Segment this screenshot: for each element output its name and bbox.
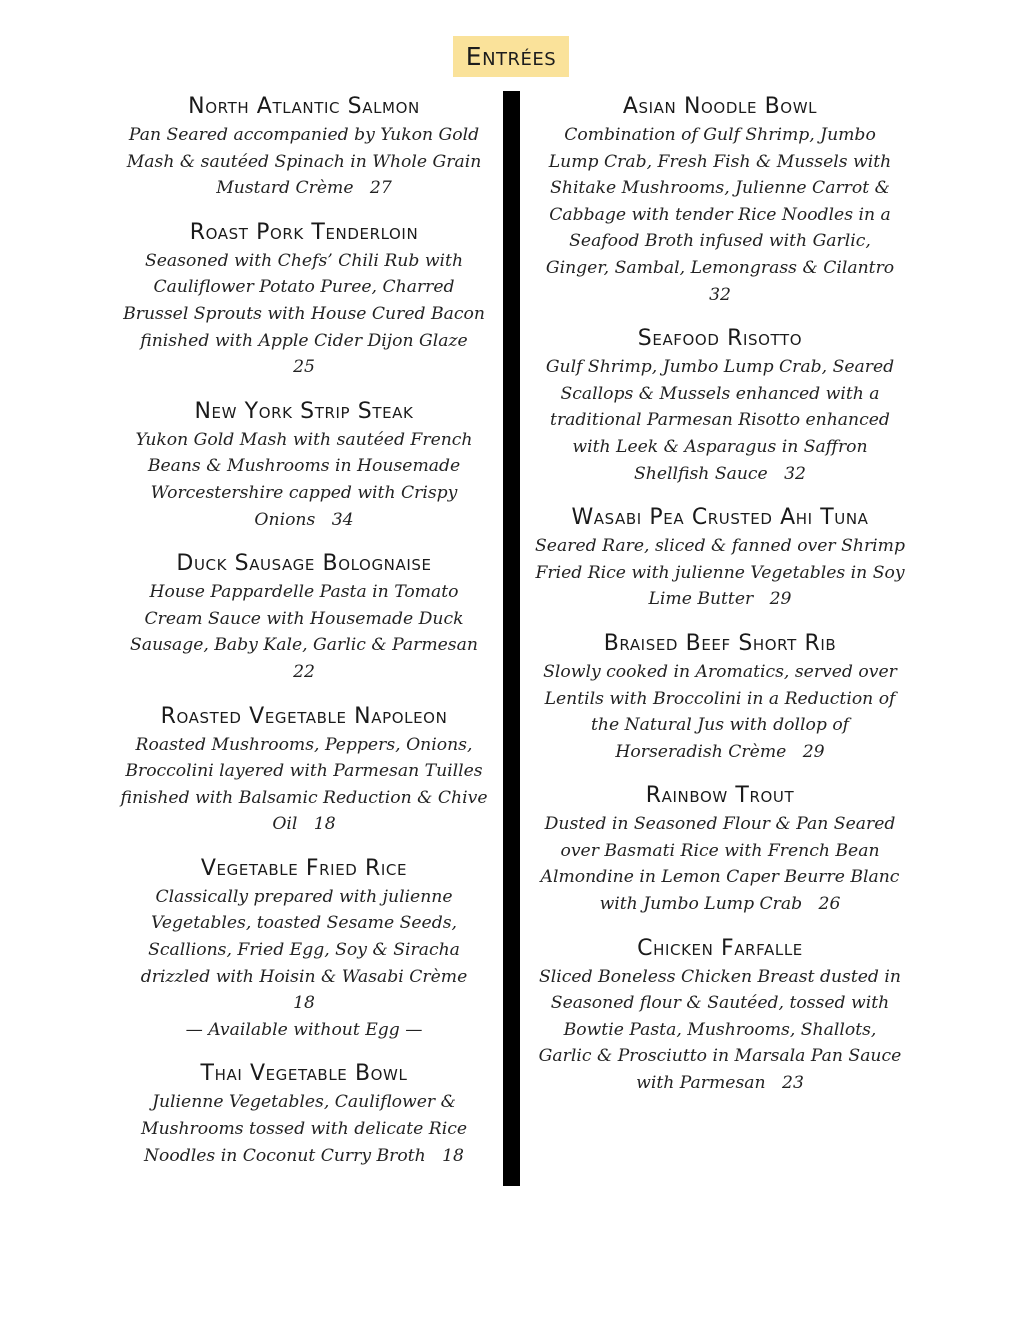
menu-item-description <box>118 1089 490 1169</box>
menu-item <box>534 629 906 765</box>
description-text: Gulf Shrimp, Jumbo Lump Crab, Seared <box>545 357 895 378</box>
description-text: Slowly cooked in Aromatics, served over <box>543 661 897 682</box>
description-text: finished with Apple Cider Dijon Glaze <box>140 330 468 351</box>
description-text: Classically prepared with julienne <box>155 886 453 907</box>
menu-item-name: Rainbow Trout <box>645 783 795 809</box>
description-line <box>534 381 906 408</box>
menu-item-description <box>118 427 490 533</box>
description-text: Vegetables, toasted Sesame Seeds, <box>151 913 457 934</box>
menu-item-name: Chicken Farfalle <box>637 935 803 961</box>
description-text: the Natural Jus with dollop of <box>590 715 850 736</box>
menu-item <box>118 218 490 381</box>
description-text: Brussel Sprouts with House Cured Bacon <box>123 303 485 324</box>
menu-item <box>118 1059 490 1169</box>
menu-item-price: 32 <box>784 463 806 484</box>
right-menu-column <box>534 92 906 1113</box>
description-line <box>534 891 906 918</box>
description-line <box>118 1089 490 1116</box>
menu-item <box>534 934 906 1097</box>
description-text: Almondine in Lemon Caper Beurre Blanc <box>540 867 900 888</box>
description-text: Cabbage with tender Rice Noodles in a <box>549 204 891 225</box>
description-text: Shitake Mushrooms, Julienne Carrot & <box>550 178 890 199</box>
menu-item-description <box>534 533 906 613</box>
description-text: Combination of Gulf Shrimp, Jumbo <box>564 125 876 145</box>
description-text: Lentils with Broccolini in a Reduction of <box>544 688 896 709</box>
menu-item-name: New York Strip Steak <box>194 398 414 424</box>
menu-item-description <box>534 659 906 765</box>
description-line <box>118 632 490 659</box>
menu-item-description <box>118 579 490 685</box>
section-title: Entrées <box>465 42 557 71</box>
description-text: traditional Parmesan Risotto enhanced <box>550 410 890 431</box>
description-line <box>118 248 490 275</box>
description-text: Shellfish Sauce <box>634 463 768 484</box>
menu-item <box>118 702 490 838</box>
description-line <box>118 301 490 328</box>
description-text: Yukon Gold Mash with sautéed French <box>135 429 473 450</box>
description-line <box>118 964 490 991</box>
menu-item <box>118 397 490 533</box>
description-line <box>118 606 490 633</box>
description-line <box>534 255 906 282</box>
description-line <box>118 910 490 937</box>
menu-item <box>534 92 906 308</box>
menu-item-name: Seafood Risotto <box>637 326 803 352</box>
description-text: House Pappardelle Pasta in Tomato <box>149 582 459 603</box>
menu-item-name: Vegetable Fried Rice <box>200 855 408 881</box>
menu-item-name: North Atlantic Salmon <box>188 94 420 119</box>
description-line <box>534 407 906 434</box>
description-line <box>534 990 906 1017</box>
description-line <box>534 1043 906 1070</box>
description-text: Broccolini layered with Parmesan Tuilles <box>125 761 483 782</box>
menu-item-description <box>534 811 906 917</box>
menu-item <box>534 503 906 613</box>
description-line <box>118 937 490 964</box>
menu-item-name: Braised Beef Short Rib <box>603 630 837 656</box>
menu-item <box>118 92 490 202</box>
menu-item-price: 26 <box>818 894 841 915</box>
menu-item <box>534 781 906 917</box>
description-line <box>118 758 490 785</box>
description-text: Horseradish Crème <box>615 741 787 762</box>
menu-item-price: 29 <box>769 589 792 610</box>
menu-item-price: 27 <box>369 178 392 199</box>
section-title-badge <box>453 36 569 77</box>
description-line <box>118 328 490 355</box>
description-line <box>118 785 490 812</box>
menu-item-price: 32 <box>709 284 731 305</box>
description-text: Mustard Crème <box>216 178 354 199</box>
description-line <box>118 122 490 149</box>
description-text: Seared Rare, sliced & fanned over Shrimp <box>535 536 905 557</box>
description-line <box>534 838 906 865</box>
description-text: Seasoned with Chefs’ Chili Rub with <box>144 250 464 271</box>
description-line <box>534 122 906 149</box>
description-text: drizzled with Hoisin & Wasabi Crème <box>140 966 468 987</box>
description-line <box>118 480 490 507</box>
description-line <box>118 1143 490 1170</box>
description-text: Mushrooms tossed with delicate Rice <box>140 1119 468 1140</box>
menu-item-price: 29 <box>802 741 825 762</box>
description-text: Sausage, Baby Kale, Garlic & Parmesan <box>130 635 478 656</box>
menu-item-description <box>534 122 906 308</box>
description-text: Julienne Vegetables, Cauliflower & <box>152 1092 456 1113</box>
description-line <box>534 1070 906 1097</box>
description-text: Lime Butter <box>648 589 754 610</box>
menu-item-price: 34 <box>331 509 354 530</box>
description-line <box>118 453 490 480</box>
description-text: Seafood Broth infused with Garlic, <box>569 231 871 252</box>
description-line <box>534 811 906 838</box>
menu-item-price: 25 <box>293 357 315 378</box>
description-line <box>534 434 906 461</box>
menu-item-description <box>118 248 490 381</box>
description-line <box>534 686 906 713</box>
description-text: Worcestershire capped with Crispy <box>150 482 458 503</box>
description-text: Bowtie Pasta, Mushrooms, Shallots, <box>563 1019 877 1040</box>
description-line <box>118 1116 490 1143</box>
menu-item <box>534 324 906 487</box>
menu-item-description <box>118 732 490 838</box>
description-text: Lump Crab, Fresh Fish & Mussels with <box>548 151 892 172</box>
description-text: Oil <box>272 814 298 835</box>
menu-item-name: Wasabi Pea Crusted Ahi Tuna <box>571 505 869 531</box>
description-text: Dusted in Seasoned Flour & Pan Seared <box>544 814 896 835</box>
menu-item-name: Asian Noodle Bowl <box>622 94 818 119</box>
menu-item-price: 22 <box>293 661 315 682</box>
description-text: Scallops & Mussels enhanced with a <box>560 383 880 404</box>
description-line <box>534 964 906 991</box>
description-text: Cream Sauce with Housemade Duck <box>144 608 464 629</box>
description-line <box>118 507 490 534</box>
description-text: over Basmati Rice with French Bean <box>560 840 880 861</box>
description-text: Pan Seared accompanied by Yukon Gold <box>128 125 480 145</box>
description-line <box>534 864 906 891</box>
menu-item-description <box>118 884 490 1044</box>
description-line <box>118 149 490 176</box>
description-text: Roasted Mushrooms, Peppers, Onions, <box>135 734 473 755</box>
description-line <box>118 811 490 838</box>
description-text: Mash & sautéed Spinach in Whole Grain <box>126 151 482 172</box>
menu-item-description <box>534 354 906 487</box>
description-text: Beans & Mushrooms in Housemade <box>147 456 461 477</box>
description-text: Garlic & Prosciutto in Marsala Pan Sauce <box>538 1046 902 1067</box>
description-line <box>534 1017 906 1044</box>
description-text: Seasoned flour & Sautéed, tossed with <box>550 993 890 1014</box>
menu-item-description <box>118 122 490 202</box>
description-line <box>534 149 906 176</box>
description-line <box>118 175 490 202</box>
menu-item-price: 18 <box>442 1145 464 1166</box>
description-text: Noodles in Coconut Curry Broth <box>144 1145 426 1166</box>
description-line <box>534 175 906 202</box>
description-line <box>118 884 490 911</box>
description-text: Cauliflower Potato Puree, Charred <box>153 277 455 298</box>
description-line <box>534 712 906 739</box>
menu-item-name: Roasted Vegetable Napoleon <box>160 703 448 729</box>
left-menu-column <box>118 92 490 1185</box>
description-line <box>534 202 906 229</box>
menu-item-price: 18 <box>313 814 336 835</box>
menu-item-description <box>534 964 906 1097</box>
description-line <box>534 228 906 255</box>
description-line <box>118 274 490 301</box>
description-line <box>534 659 906 686</box>
column-divider <box>503 91 520 1186</box>
description-line <box>118 732 490 759</box>
description-text: Scallions, Fried Egg, Soy & Siracha <box>148 940 460 961</box>
description-text: finished with Balsamic Reduction & Chive <box>120 787 488 808</box>
menu-item-price: 23 <box>782 1073 804 1094</box>
description-text: Onions <box>254 509 316 530</box>
description-text: with Leek & Asparagus in Saffron <box>572 436 868 457</box>
menu-item-name: Thai Vegetable Bowl <box>200 1061 408 1087</box>
description-line <box>534 461 906 488</box>
menu-item-name: Duck Sausage Bolognaise <box>176 551 432 577</box>
description-line <box>534 533 906 560</box>
description-line <box>534 354 906 381</box>
description-text: Ginger, Sambal, Lemongrass & Cilantro <box>545 257 895 278</box>
menu-item <box>118 854 490 1044</box>
menu-item <box>118 549 490 685</box>
description-line <box>534 560 906 587</box>
description-line <box>118 427 490 454</box>
description-line <box>118 579 490 606</box>
description-line <box>534 739 906 766</box>
description-text: Fried Rice with julienne Vegetables in Soy <box>535 562 905 583</box>
menu-item-note: — Available without Egg — <box>185 1019 423 1040</box>
description-line <box>534 586 906 613</box>
menu-item-price: 18 <box>293 993 315 1014</box>
description-text: with Jumbo Lump Crab <box>599 894 803 915</box>
menu-item-name: Roast Pork Tenderloin <box>189 219 419 245</box>
description-text: with Parmesan <box>636 1073 766 1094</box>
description-text: Sliced Boneless Chicken Breast dusted in <box>539 966 901 987</box>
